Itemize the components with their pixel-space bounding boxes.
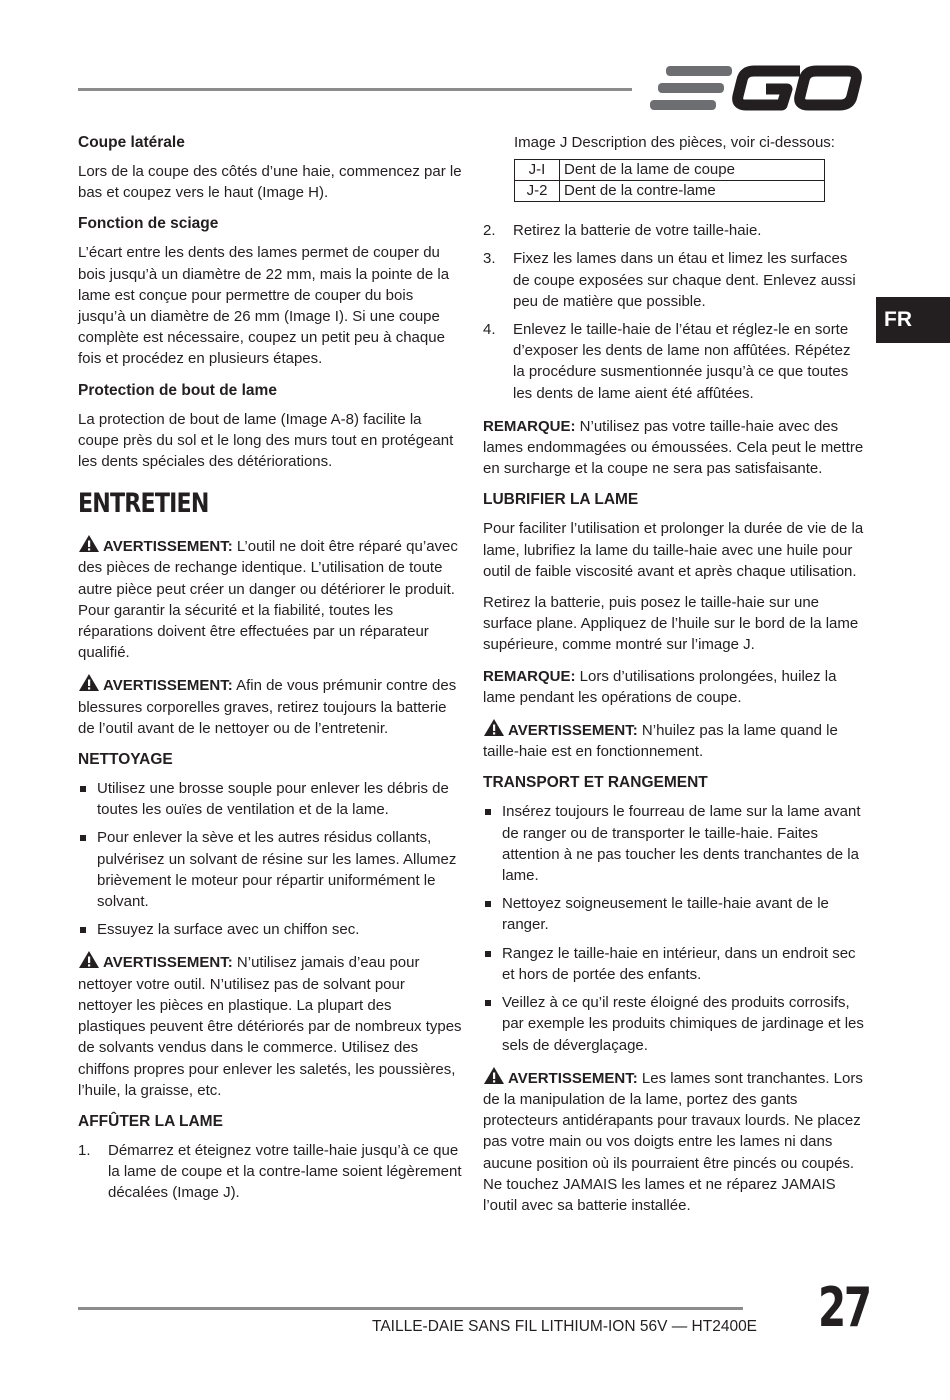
table-row bbox=[515, 160, 825, 181]
bullet-square-icon bbox=[80, 927, 86, 933]
warning-block bbox=[483, 718, 865, 762]
sharpening-steps-continued bbox=[483, 220, 865, 404]
section-title-cleaning: NETTOYAGE bbox=[78, 751, 173, 769]
part-code: J-2 bbox=[515, 181, 560, 202]
section-text-lubricate: Pour faciliter l’utilisation et prolonger la durée de vie de la lame, lubrifiez la lame du taille-haie avec une huile pour outil de faible viscosité avant et après chaque utilisation. bbox=[483, 520, 864, 580]
warning-text: Les lames sont tranchantes. Lors de la manipulation de la lame, portez des gants protecteurs antidérapants pour travaux lourds. Ne placez pas votre main ou vos doigts entre les lames ni dans aucune position où ils pourraient être pincés ou coupés. Ne touchez JAMAIS les lames et ne réparez JAMAIS l’outil avec sa batterie installée. bbox=[483, 1069, 863, 1214]
footer-rule bbox=[78, 1307, 743, 1310]
note-text: N’utilisez pas votre taille-haie avec des lames endommagées ou émoussées. Cela peut le mettre en surcharge et la coupe ne sera pas satisfaisante. bbox=[483, 417, 864, 478]
language-tab bbox=[876, 297, 950, 343]
section-text-saw-function: L’écart entre les dents des lames permet de couper du bois jusqu’à un diamètre de 22 mm, mais la pointe de la lame est conçue pour permettre de couper du bois jusqu’à un diamètre de 26 mm (Image I). Si une coupe complète est nécessaire, coupez un petit peu à chaque fois et procédez en plusieurs étapes. bbox=[78, 244, 450, 368]
list-item: 2. Retirez la batterie de votre taille-haie. bbox=[483, 222, 762, 240]
part-code: J-I bbox=[515, 160, 560, 181]
left-column bbox=[78, 132, 463, 1216]
list-item: 4. Enlevez le taille-haie de l’étau et réglez-le en sorte d’exposer les dents de lame non affûtées. Répétez la procédure susmentionnée jusqu’à ce que toutes les dents de lame aient été affûtées. bbox=[483, 321, 851, 402]
section-title-lubricate: LUBRIFIER LA LAME bbox=[483, 491, 639, 509]
warning-label: AVERTISSEMENT: bbox=[103, 538, 233, 556]
section-title-sharpening: AFFÛTER LA LAME bbox=[78, 1112, 223, 1130]
warning-text: N’utilisez jamais d’eau pour nettoyer votre outil. N’utilisez pas de solvant pour nettoyer les pièces en plastique. La plupart des plastiques peuvent être détériorés par de nombreux types de solvants vendus dans le commerce. Utilisez des chiffons propres pour enlever les saletés, les poussières, l’huile, la graisse, etc. bbox=[78, 954, 462, 1099]
warning-triangle-icon bbox=[78, 950, 100, 969]
note-block bbox=[483, 666, 865, 708]
warning-label: AVERTISSEMENT: bbox=[103, 677, 233, 695]
parts-table bbox=[514, 159, 825, 202]
warning-label: AVERTISSEMENT: bbox=[508, 1069, 638, 1087]
list-item: Utilisez une brosse souple pour enlever les débris de toutes les ouïes de ventilation et de la lame. bbox=[78, 778, 463, 820]
list-item: 1. Démarrez et éteignez votre taille-haie jusqu’à ce que la lame de coupe et la contre-lame soient légèrement décalées (Image J). bbox=[78, 1141, 462, 1202]
list-item: Nettoyez soigneusement le taille-haie avant de le ranger. bbox=[483, 893, 865, 935]
list-item: 3. Fixez les lames dans un étau et limez les surfaces de coupe exposées sur chaque dent. Enlevez aussi peu de matière que possible. bbox=[483, 250, 856, 310]
section-title-saw-function: Fonction de sciage bbox=[78, 215, 219, 233]
footer-text: TAILLE-DAIE SANS FIL LITHIUM-ION 56V — HT2400E bbox=[372, 1318, 758, 1335]
header-rule bbox=[78, 88, 632, 91]
list-item: Veillez à ce qu’il reste éloigné des produits corrosifs, par exemple les produits chimiques de jardinage et les sels de déverglaçage. bbox=[483, 992, 865, 1056]
image-caption: Image J Description des pièces, voir ci-dessous: bbox=[514, 134, 835, 151]
section-title-tip-protection: Protection de bout de lame bbox=[78, 381, 277, 399]
note-text: Lors d’utilisations prolongées, huilez la lame pendant les opérations de coupe. bbox=[483, 667, 837, 706]
note-block bbox=[483, 416, 865, 480]
warning-block bbox=[78, 673, 463, 739]
warning-text: N’huilez pas la lame quand le taille-haie est en fonctionnement. bbox=[483, 722, 838, 761]
section-text-side-cut: Lors de la coupe des côtés d’une haie, commencez par le bas et coupez vers le haut (Image H). bbox=[78, 163, 462, 202]
part-description: Dent de la contre-lame bbox=[560, 181, 825, 202]
bullet-square-icon bbox=[80, 835, 86, 841]
part-description: Dent de la lame de coupe bbox=[560, 160, 825, 181]
warning-block bbox=[483, 1066, 865, 1216]
main-heading: ENTRETIEN bbox=[78, 488, 209, 520]
right-column bbox=[483, 132, 865, 1226]
sharpening-steps bbox=[78, 1140, 463, 1204]
warning-triangle-icon bbox=[78, 673, 100, 692]
warning-label: AVERTISSEMENT: bbox=[508, 722, 638, 740]
section-text-tip-protection: La protection de bout de lame (Image A-8) facilite la coupe près du sol et le long des murs tout en protégeant les dents spéciales des détériorations. bbox=[78, 410, 454, 471]
note-label: REMARQUE: bbox=[483, 417, 576, 435]
warning-block bbox=[78, 950, 463, 1100]
section-title-side-cut: Coupe latérale bbox=[78, 134, 185, 151]
ego-logo-icon bbox=[650, 64, 862, 112]
bullet-square-icon bbox=[485, 901, 491, 907]
table-row bbox=[515, 181, 825, 202]
list-item: Essuyez la surface avec un chiffon sec. bbox=[78, 919, 463, 940]
list-item: Rangez le taille-haie en intérieur, dans un endroit sec et hors de portée des enfants. bbox=[483, 943, 865, 985]
list-item: Pour enlever la sève et les autres résidus collants, pulvérisez un solvant de résine sur les lames. Allumez brièvement le moteur pour répartir uniformément le solvant. bbox=[78, 827, 463, 912]
warning-text: L’outil ne doit être réparé qu’avec des pièces de rechange identique. L’utilisation de toute autre pièce peut créer un danger ou détériorer le produit. Pour garantir la sécurité et la fiabilité, toutes les réparations doivent être effectuées par un réparateur qualifié. bbox=[78, 538, 458, 662]
warning-block bbox=[78, 534, 463, 663]
note-label: REMARQUE: bbox=[483, 667, 576, 685]
warning-text: Afin de vous prémunir contre des blessures corporelles graves, retirez toujours la batterie de l’outil avant de le nettoyer ou de l’entretenir. bbox=[78, 677, 457, 737]
bullet-square-icon bbox=[485, 809, 491, 815]
cleaning-list bbox=[78, 778, 463, 940]
language-code: FR bbox=[884, 308, 912, 331]
warning-label: AVERTISSEMENT: bbox=[103, 954, 233, 972]
list-item: Insérez toujours le fourreau de lame sur la lame avant de ranger ou de transporter le taille-haie. Faites attention à ne pas toucher les dents tranchantes de la lame. bbox=[483, 801, 865, 886]
bullet-square-icon bbox=[485, 951, 491, 957]
section-title-transport: TRANSPORT ET RANGEMENT bbox=[483, 774, 708, 792]
bullet-square-icon bbox=[485, 1000, 491, 1006]
transport-list bbox=[483, 801, 865, 1055]
section-text-lubricate: Retirez la batterie, puis posez le taille-haie sur une surface plane. Appliquez de l’huile sur le bord de la lame supérieure, comme montré sur l’image J. bbox=[483, 594, 859, 654]
page-number: 27 bbox=[818, 1276, 870, 1339]
warning-triangle-icon bbox=[483, 1066, 505, 1085]
bullet-square-icon bbox=[80, 786, 86, 792]
warning-triangle-icon bbox=[78, 534, 100, 553]
warning-triangle-icon bbox=[483, 718, 505, 737]
